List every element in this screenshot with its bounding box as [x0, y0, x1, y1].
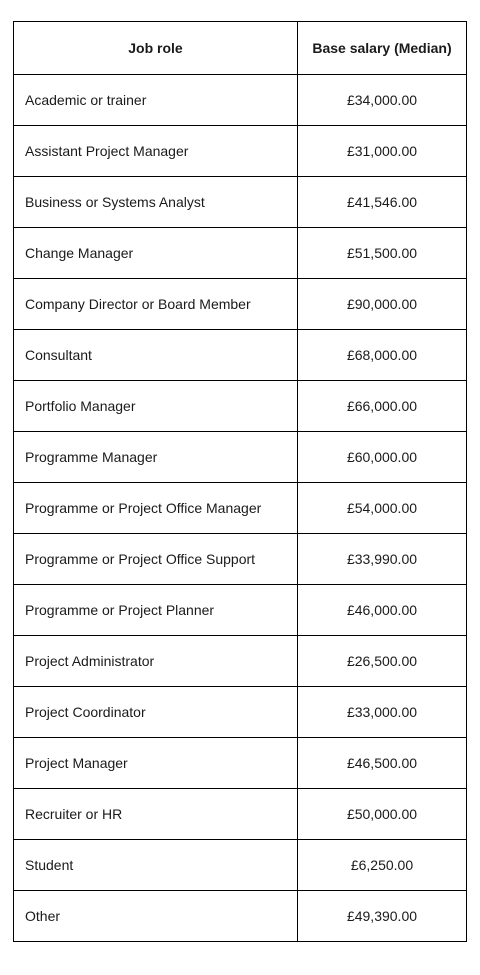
salary-cell: £66,000.00	[298, 381, 467, 432]
salary-cell: £54,000.00	[298, 483, 467, 534]
table-row	[14, 330, 467, 381]
job-role-cell: Portfolio Manager	[14, 381, 298, 432]
table-row	[14, 177, 467, 228]
job-role-cell: Programme Manager	[14, 432, 298, 483]
salary-cell: £41,546.00	[298, 177, 467, 228]
salary-cell: £90,000.00	[298, 279, 467, 330]
salary-cell: £46,500.00	[298, 738, 467, 789]
table-row	[14, 534, 467, 585]
table-row	[14, 75, 467, 126]
job-role-cell: Assistant Project Manager	[14, 126, 298, 177]
column-header-base-salary: Base salary (Median)	[298, 22, 467, 75]
salary-cell: £33,990.00	[298, 534, 467, 585]
salary-cell: £46,000.00	[298, 585, 467, 636]
table-row	[14, 432, 467, 483]
table-row	[14, 228, 467, 279]
table-row	[14, 483, 467, 534]
job-role-cell: Programme or Project Planner	[14, 585, 298, 636]
job-role-cell: Project Manager	[14, 738, 298, 789]
job-role-cell: Student	[14, 840, 298, 891]
job-role-cell: Change Manager	[14, 228, 298, 279]
salary-cell: £51,500.00	[298, 228, 467, 279]
job-role-cell: Recruiter or HR	[14, 789, 298, 840]
salary-cell: £34,000.00	[298, 75, 467, 126]
table-row	[14, 738, 467, 789]
salary-cell: £26,500.00	[298, 636, 467, 687]
table-row	[14, 687, 467, 738]
job-role-cell: Company Director or Board Member	[14, 279, 298, 330]
table-row	[14, 126, 467, 177]
table-row	[14, 279, 467, 330]
salary-cell: £50,000.00	[298, 789, 467, 840]
salary-cell: £6,250.00	[298, 840, 467, 891]
header-row	[14, 22, 467, 75]
job-role-cell: Other	[14, 891, 298, 942]
table-row	[14, 891, 467, 942]
table-row	[14, 585, 467, 636]
salary-cell: £33,000.00	[298, 687, 467, 738]
column-header-job-role: Job role	[14, 22, 298, 75]
salary-cell: £60,000.00	[298, 432, 467, 483]
job-role-cell: Programme or Project Office Manager	[14, 483, 298, 534]
salary-table	[13, 21, 467, 942]
salary-cell: £68,000.00	[298, 330, 467, 381]
table-row	[14, 840, 467, 891]
table-row	[14, 789, 467, 840]
job-role-cell: Project Coordinator	[14, 687, 298, 738]
job-role-cell: Business or Systems Analyst	[14, 177, 298, 228]
job-role-cell: Project Administrator	[14, 636, 298, 687]
table-row	[14, 381, 467, 432]
table-row	[14, 636, 467, 687]
salary-cell: £31,000.00	[298, 126, 467, 177]
job-role-cell: Programme or Project Office Support	[14, 534, 298, 585]
salary-cell: £49,390.00	[298, 891, 467, 942]
job-role-cell: Consultant	[14, 330, 298, 381]
job-role-cell: Academic or trainer	[14, 75, 298, 126]
